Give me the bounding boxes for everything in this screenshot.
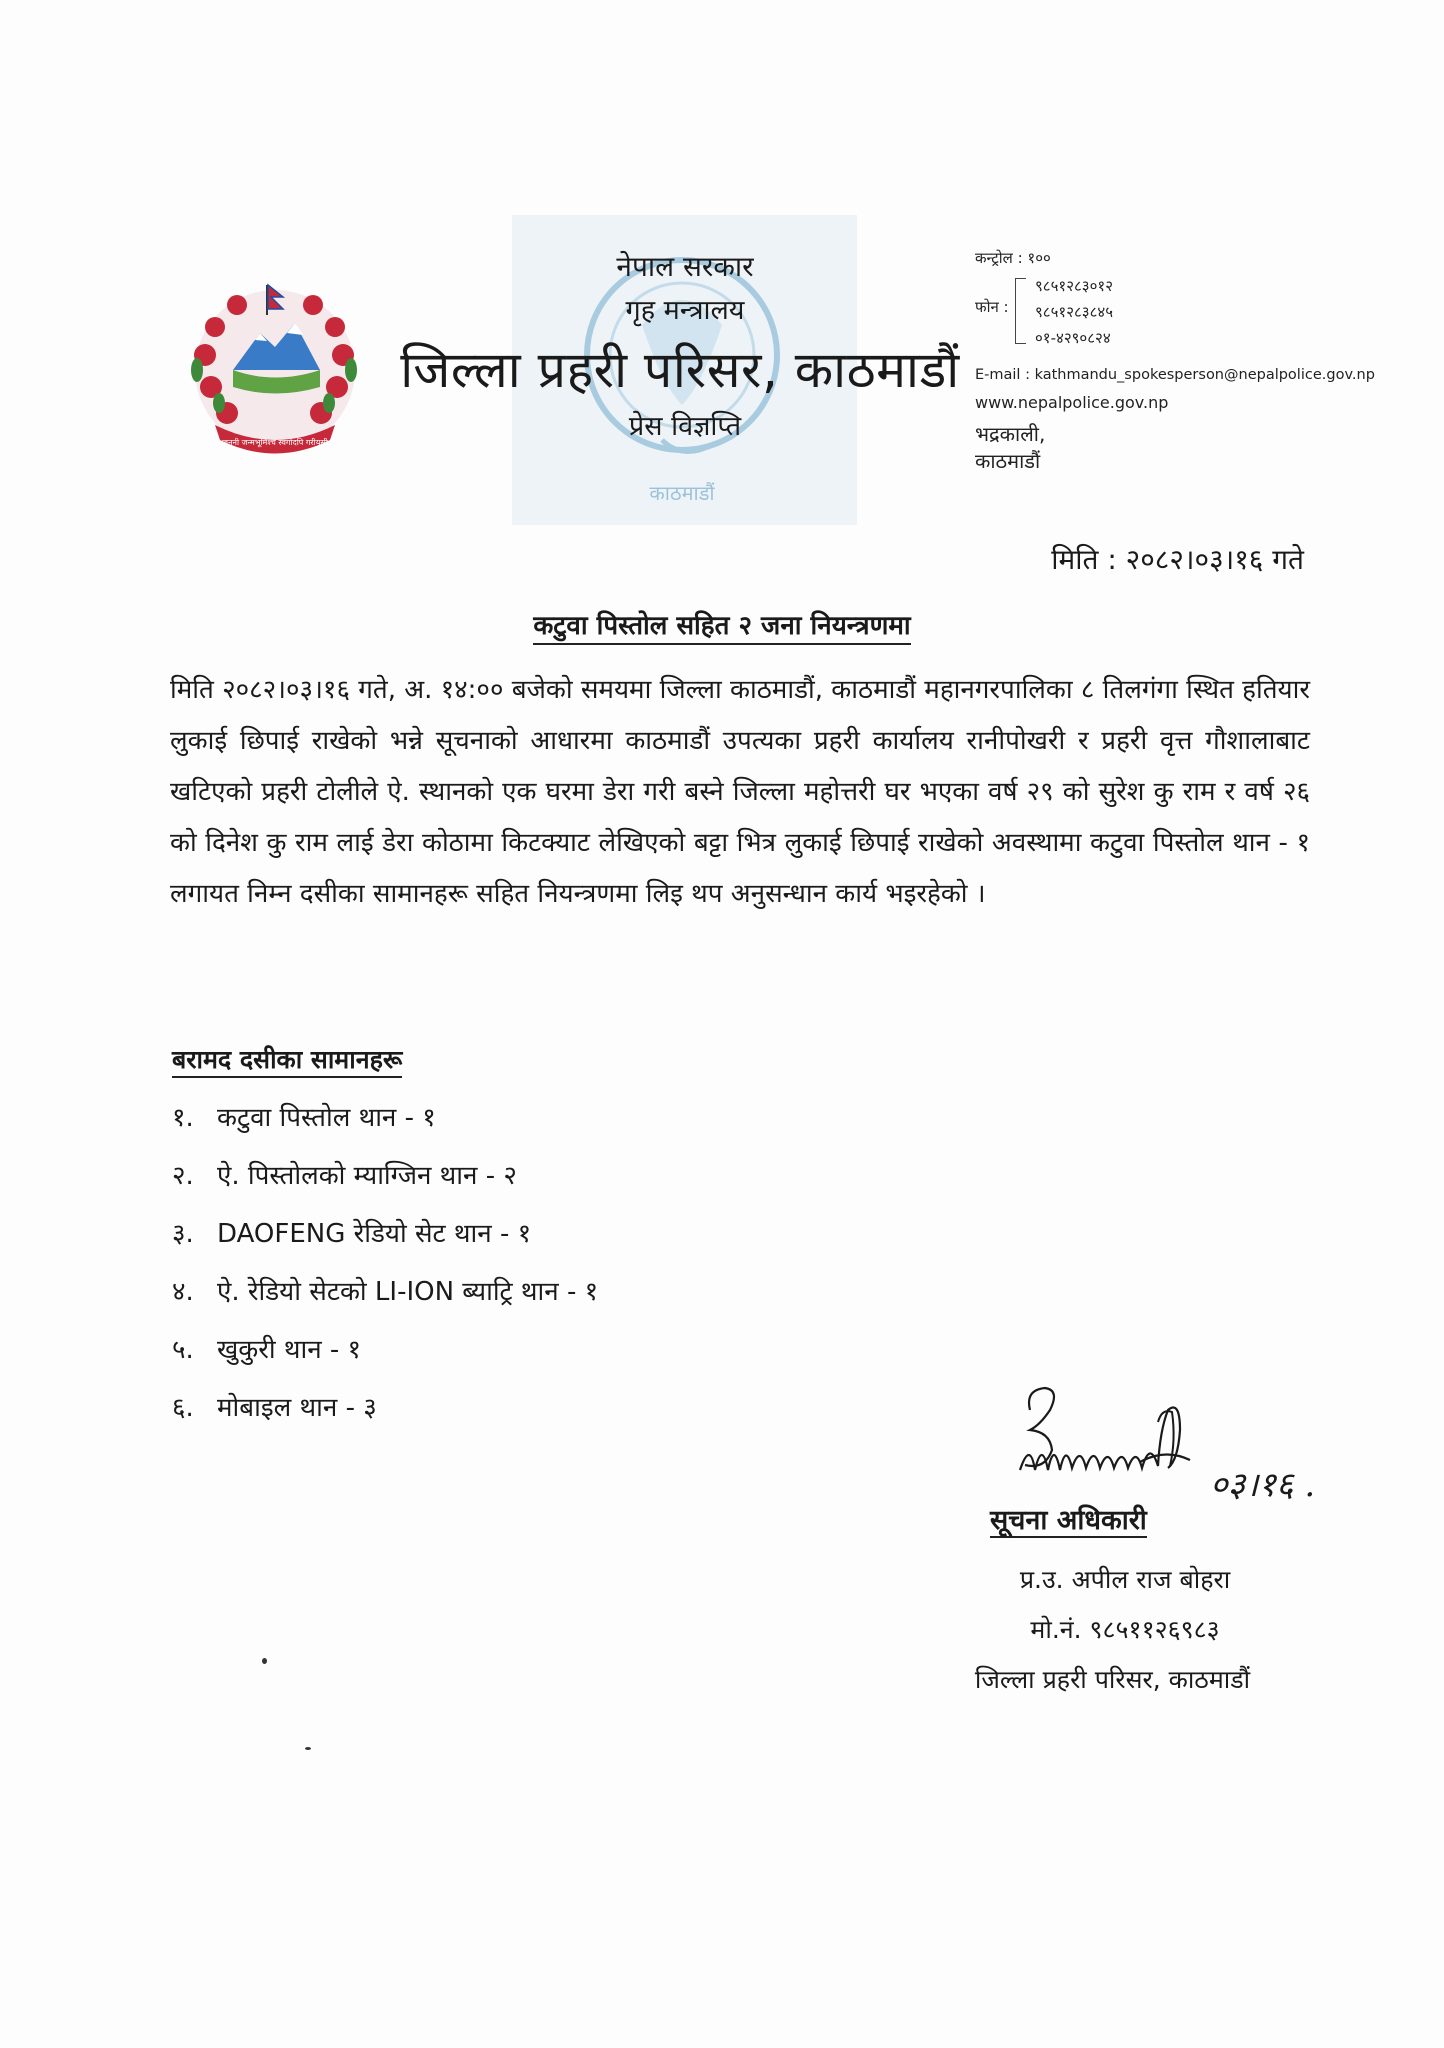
item-number: ३. bbox=[172, 1219, 194, 1249]
item-number: ४. bbox=[172, 1277, 194, 1307]
website-url: www.nepalpolice.gov.np bbox=[975, 393, 1169, 412]
officer-details bbox=[955, 1555, 1295, 1705]
officer-title-text: सूचना अधिकारी bbox=[990, 1505, 1147, 1536]
release-title-text: कटुवा पिस्तोल सहित २ जना नियन्त्रणमा bbox=[533, 611, 910, 645]
paper-speck bbox=[262, 1658, 267, 1664]
release-date: मिति : २०८२।०३।१६ गते bbox=[1051, 543, 1304, 576]
item-text: कटुवा पिस्तोल थान - १ bbox=[217, 1103, 436, 1133]
list-item bbox=[172, 1156, 598, 1214]
item-text: ऐ. पिस्तोलको म्याग्जिन थान - २ bbox=[217, 1161, 517, 1191]
item-text: मोबाइल थान - ३ bbox=[217, 1393, 377, 1423]
phone-label: फोन : bbox=[975, 298, 1009, 316]
list-item bbox=[172, 1098, 598, 1156]
list-item bbox=[172, 1330, 598, 1388]
item-text: खुकुरी थान - १ bbox=[217, 1335, 362, 1365]
seized-items-list bbox=[172, 1098, 598, 1446]
phone-number: ०१-४२९०८२४ bbox=[1035, 329, 1111, 347]
government-name: नेपाल सरकार bbox=[616, 250, 754, 283]
press-release-label: प्रेस विज्ञप्ति bbox=[628, 411, 742, 442]
item-number: ६. bbox=[172, 1393, 194, 1423]
list-item bbox=[172, 1214, 598, 1272]
phone-list bbox=[1035, 273, 1113, 351]
seized-items-heading bbox=[172, 1042, 402, 1076]
letterhead bbox=[380, 245, 980, 447]
email-address: E-mail : kathmandu_spokesperson@nepalpolice.gov.np bbox=[975, 367, 1375, 383]
release-title bbox=[0, 606, 1444, 642]
officer-title bbox=[990, 1500, 1147, 1537]
svg-text:काठमाडौं: काठमाडौं bbox=[649, 481, 715, 505]
officer-mobile: मो.नं. ९८५११२६९८३ bbox=[1030, 1615, 1220, 1644]
svg-text:जननी जन्मभूमिश्च स्वर्गादपि गर: जननी जन्मभूमिश्च स्वर्गादपि गरीयसी bbox=[222, 438, 328, 447]
list-item bbox=[172, 1388, 598, 1446]
officer-office: जिल्ला प्रहरी परिसर, काठमाडौं bbox=[974, 1665, 1251, 1694]
seized-items-heading-text: बरामद दसीका सामानहरू bbox=[172, 1045, 402, 1078]
phone-brace-icon bbox=[1015, 278, 1026, 344]
contact-block bbox=[975, 245, 1375, 473]
item-number: १. bbox=[172, 1103, 194, 1133]
office-address: भद्रकाली, काठमाडौं bbox=[975, 422, 1046, 473]
office-name: जिल्ला प्रहरी परिसर, काठमाडौं bbox=[400, 341, 960, 399]
item-number: २. bbox=[172, 1161, 194, 1191]
phone-number: ९८५१२८३०१२ bbox=[1035, 277, 1114, 295]
signature-date: ०३।१६ . bbox=[1210, 1465, 1316, 1505]
paper-speck bbox=[305, 1747, 311, 1750]
item-number: ५. bbox=[172, 1335, 194, 1365]
release-body: मिति २०८२।०३।१६ गते, अ. १४:०० बजेको समयमा जिल्ला काठमाडौं, काठमाडौं महानगरपालिका ८ तिलगंगा स्थित हतियार लुकाई छिपाई राखेको भन्ने सूचनाको आधारमा काठमाडौं उपत्यका प्रहरी कार्यालय रानीपोखरी र प्रहरी वृत्त गौशालाबाट खटिएको प्रहरी टोलीले ऐ. स्थानको एक घरमा डेरा गरी बस्ने जिल्ला महोत्तरी घर भएका वर्ष २९ को सुरेश कु राम र वर्ष २६ को दिनेश कु राम लाई डेरा कोठामा किटक्याट लेखिएको बट्टा भित्र लुकाई छिपाई राखेको अवस्थामा कटुवा पिस्तोल थान - १ लगायत निम्न दसीका सामानहरू सहित नियन्त्रणमा लिइ थप अनुसन्धान कार्य भइरहेको । bbox=[170, 675, 1310, 909]
item-text: ऐ. रेडियो सेटको LI-ION ब्याट्रि थान - १ bbox=[217, 1277, 599, 1307]
phone-number: ९८५१२८३८४५ bbox=[1035, 303, 1114, 321]
list-item bbox=[172, 1272, 598, 1330]
control-number: कन्ट्रोल : १०० bbox=[975, 249, 1051, 267]
ministry-name: गृह मन्त्रालय bbox=[625, 295, 745, 326]
officer-name: प्र.उ. अपील राज बोहरा bbox=[1019, 1565, 1231, 1594]
nepal-emblem-icon bbox=[175, 275, 380, 470]
item-text: DAOFENG रेडियो सेट थान - १ bbox=[217, 1219, 532, 1249]
